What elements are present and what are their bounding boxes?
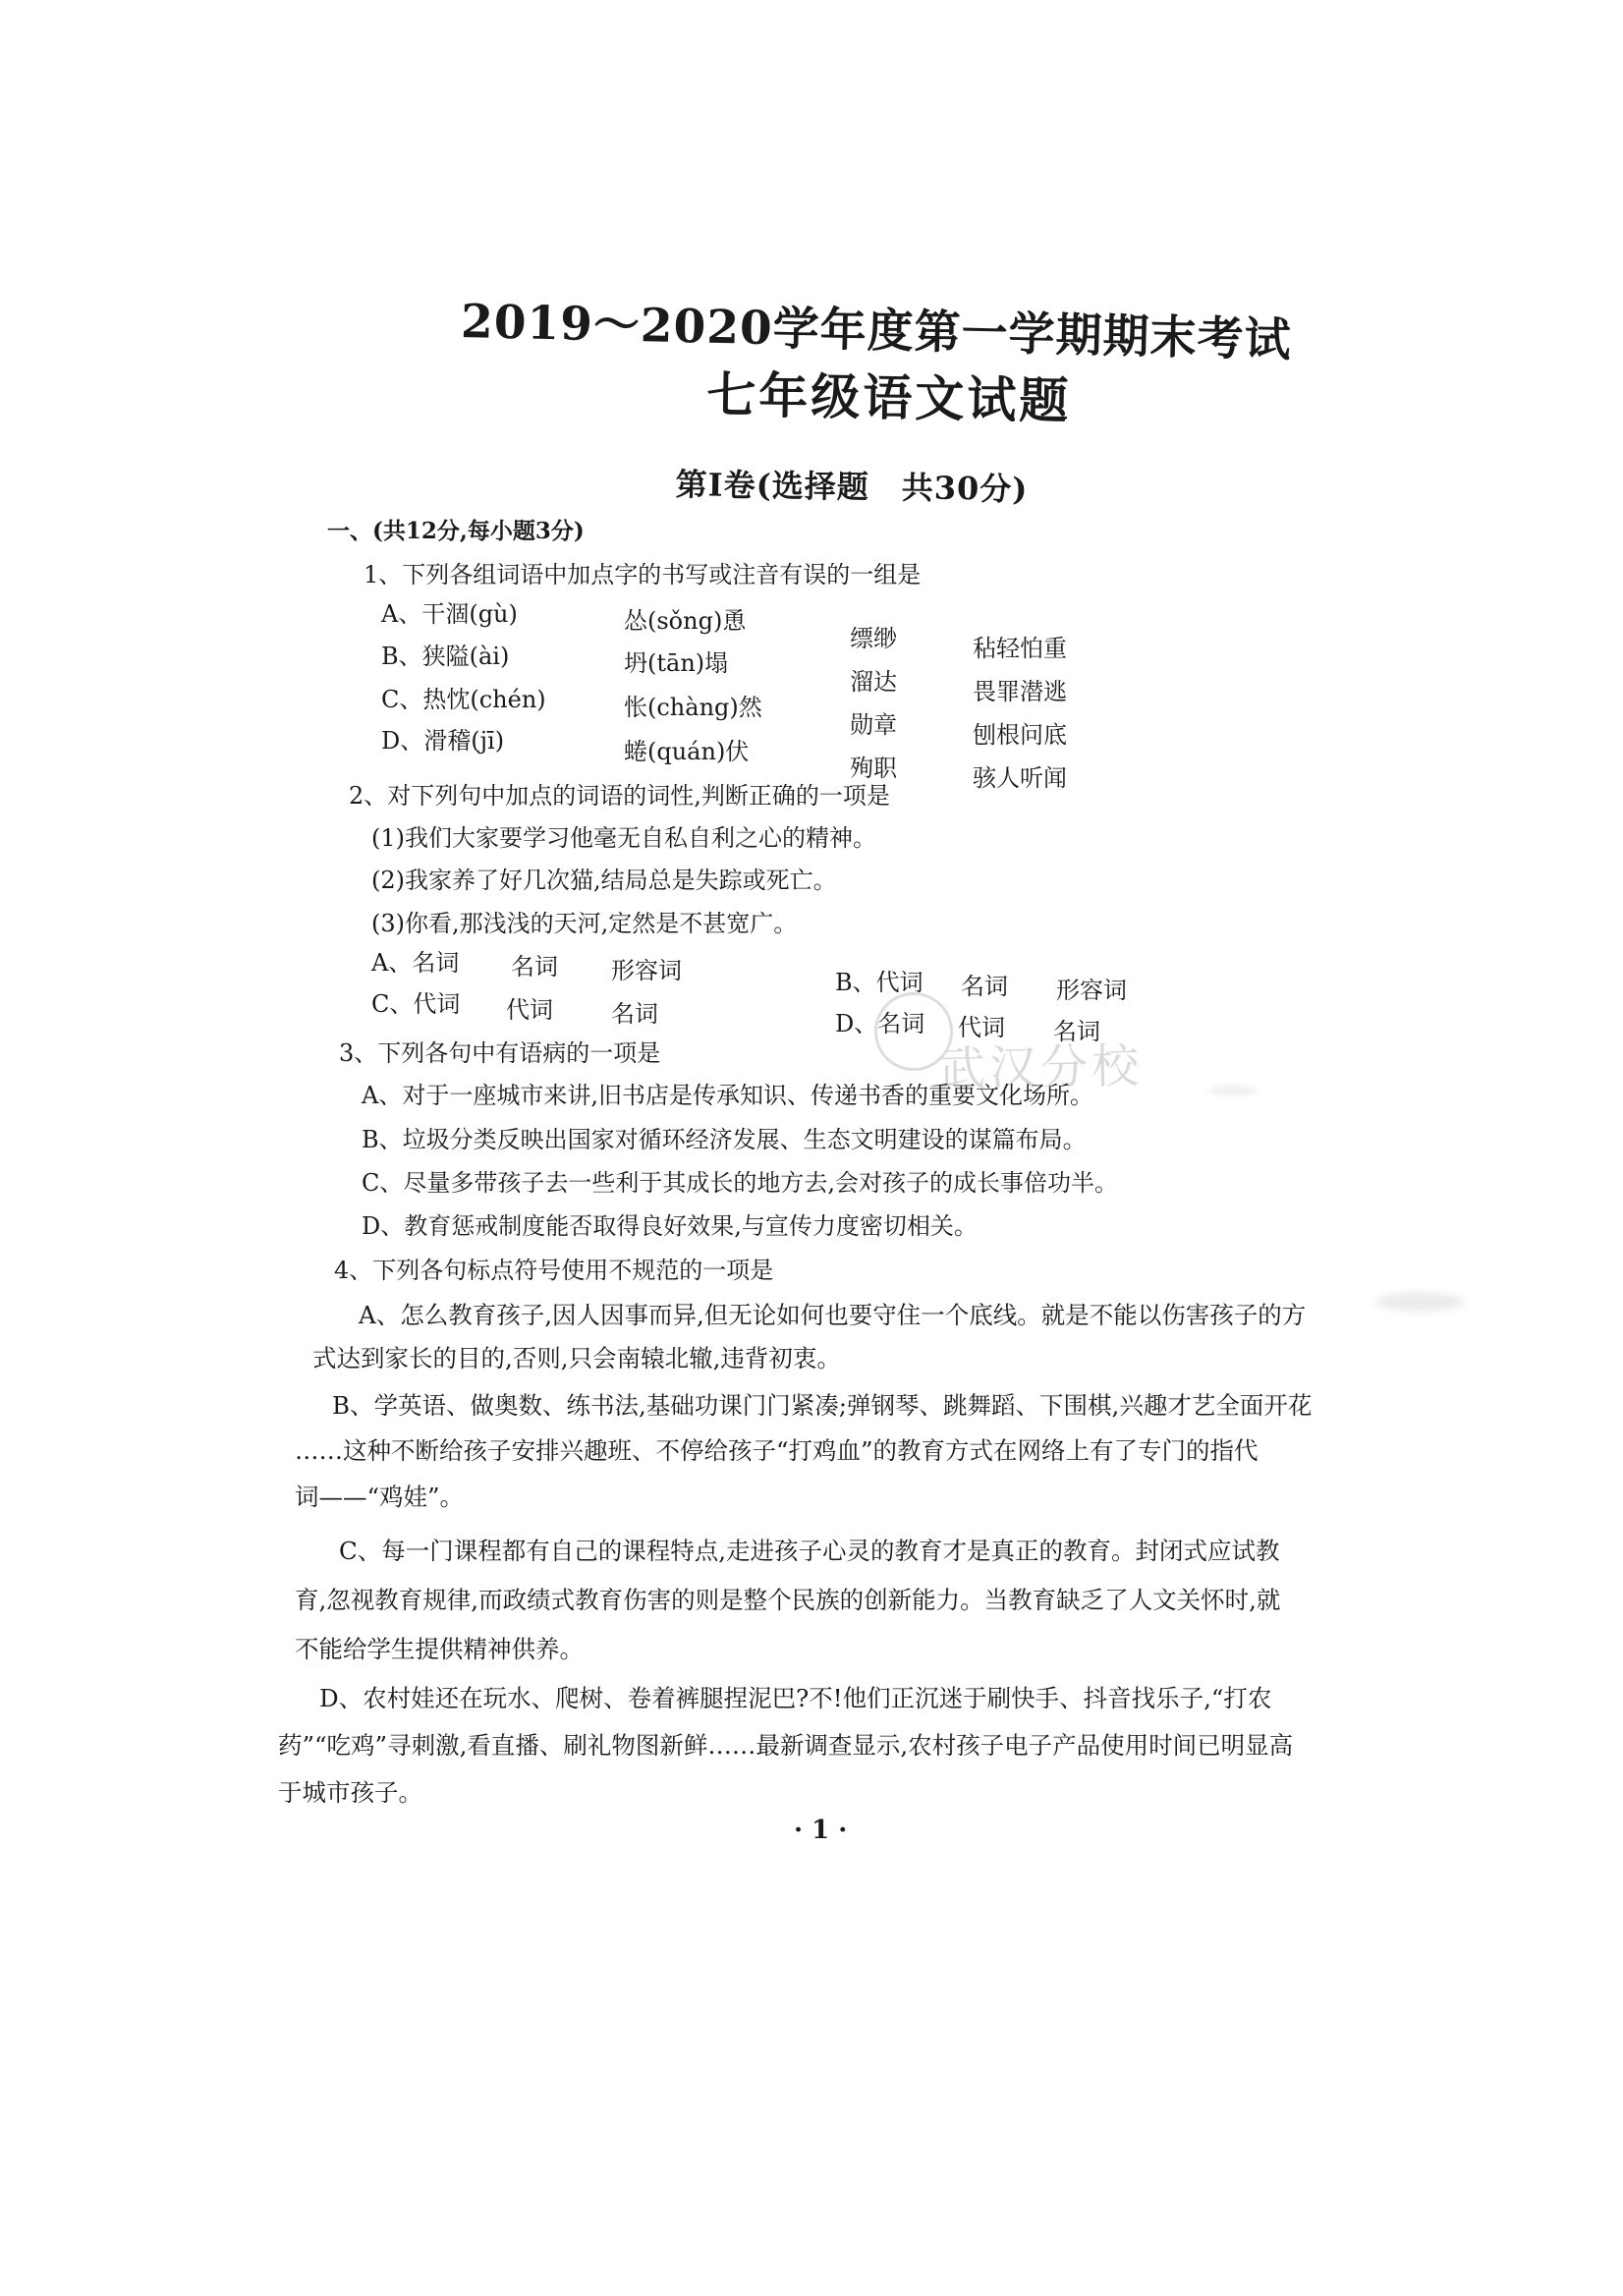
q4-option-d-line3: 于城市孩子。 [278,1778,422,1807]
q1-option-d-word1: D、滑稽(jī) [381,727,505,755]
scan-smudge [1208,1086,1258,1095]
part-heading: 第Ⅰ卷(选择题 共30分) [675,465,1029,509]
q1-option-b-word1: B、狭隘(ài) [381,643,510,670]
q1-option-a-word3: 缥缈 [850,625,897,652]
q3-option-b: B、垃圾分类反映出国家对循环经济发展、生态文明建设的谋篇布局。 [362,1126,1087,1153]
q2-option-d-3: 名词 [1053,1018,1100,1045]
q3-option-d: D、教育惩戒制度能否取得良好效果,与宣传力度密切相关。 [362,1212,978,1240]
q1-option-b-word2: 坍(tān)塌 [624,649,729,677]
q4-option-c-line2: 育,忽视教育规律,而政绩式教育伤害的则是整个民族的创新能力。当教育缺乏了人文关怀时,就 [295,1586,1281,1614]
question-4-stem: 4、下列各句标点符号使用不规范的一项是 [334,1257,774,1284]
q3-option-a: A、对于一座城市来讲,旧书店是传承知识、传递书香的重要文化场所。 [362,1082,1093,1109]
scan-smudge [1375,1292,1464,1312]
question-1-stem: 1、下列各组词语中加点字的书写或注音有误的一组是 [364,561,922,588]
q2-option-b-1: B、代词 [835,969,923,996]
q2-option-a-2: 名词 [511,953,558,980]
q1-option-b-word4: 畏罪潜逃 [973,678,1067,705]
watermark-text: 武汉分校 [937,1038,1144,1097]
exam-title: 2019～2020学年度第一学期期末考试 [460,294,1293,368]
q4-option-a-line2: 式达到家长的目的,否则,只会南辕北辙,违背初衷。 [312,1344,841,1372]
page-number: · 1 · [794,1816,848,1845]
q2-option-c-3: 名词 [611,1000,658,1028]
q2-option-a-1: A、名词 [371,949,460,977]
q1-option-c-word2: 怅(chàng)然 [624,694,762,721]
q1-option-a-word4: 秥轻怕重 [973,635,1067,662]
q1-option-c-word1: C、热忱(chén) [381,686,546,713]
q2-sentence-2: (2)我家养了好几次猫,结局总是失踪或死亡。 [371,867,837,894]
q2-option-d-2: 代词 [958,1014,1005,1041]
q2-option-c-2: 代词 [506,996,553,1024]
question-3-stem: 3、下列各句中有语病的一项是 [339,1039,661,1067]
q1-option-b-word3: 溜达 [850,668,897,696]
q2-sentence-1: (1)我们大家要学习他毫无自私自利之心的精神。 [371,824,876,852]
q2-sentence-3: (3)你看,那浅浅的天河,定然是不甚宽广。 [371,910,798,937]
q1-option-a-word2: 怂(sǒng)恿 [624,607,747,635]
q3-option-c: C、尽量多带孩子去一些利于其成长的地方去,会对孩子的成长事倍功半。 [362,1169,1118,1197]
q2-option-b-3: 形容词 [1056,977,1127,1004]
q1-option-c-word3: 勋章 [850,711,897,739]
q4-option-d-line2: 药”“吃鸡”寻刺激,看直播、刷礼物图新鲜……最新调查显示,农村孩子电子产品使用时间已明显高 [278,1731,1294,1760]
q1-option-c-word4: 刨根问底 [973,721,1067,749]
q4-option-d-line1: D、农村娃还在玩水、爬树、卷着裤腿捏泥巴?不!他们正沉迷于刷快手、抖音找乐子,“打农 [319,1684,1272,1712]
q1-option-a-word1: A、干涸(gù) [381,600,518,628]
q1-option-d-word2: 蜷(quán)伏 [624,738,750,765]
q2-option-a-3: 形容词 [611,957,682,984]
q4-option-c-line3: 不能给学生提供精神供养。 [295,1635,584,1663]
exam-subject-title: 七年级语文试题 [705,364,1072,430]
section-heading: 一、(共12分,每小题3分) [327,518,585,544]
q4-option-b-line2: ……这种不断给孩子安排兴趣班、不停给孩子“打鸡血”的教育方式在网络上有了专门的指代 [295,1436,1259,1465]
q2-option-c-1: C、代词 [371,990,461,1018]
q4-option-b-line3: 词——“鸡娃”。 [295,1483,465,1511]
q4-option-c-line1: C、每一门课程都有自己的课程特点,走进孩子心灵的教育才是真正的教育。封闭式应试教 [339,1537,1280,1565]
q1-option-d-word4: 骇人听闻 [973,764,1067,792]
q2-option-d-1: D、名词 [835,1010,925,1037]
q1-option-d-word3: 殉职 [850,755,897,782]
q4-option-a-line1: A、怎么教育孩子,因人因事而异,但无论如何也要守住一个底线。就是不能以伤害孩子的方 [359,1301,1307,1329]
q2-option-b-2: 名词 [961,973,1008,1000]
question-2-stem: 2、对下列句中加点的词语的词性,判断正确的一项是 [349,782,890,810]
q4-option-b-line1: B、学英语、做奥数、练书法,基础功课门门紧凑;弹钢琴、跳舞蹈、下围棋,兴趣才艺全面开花 [332,1391,1313,1420]
